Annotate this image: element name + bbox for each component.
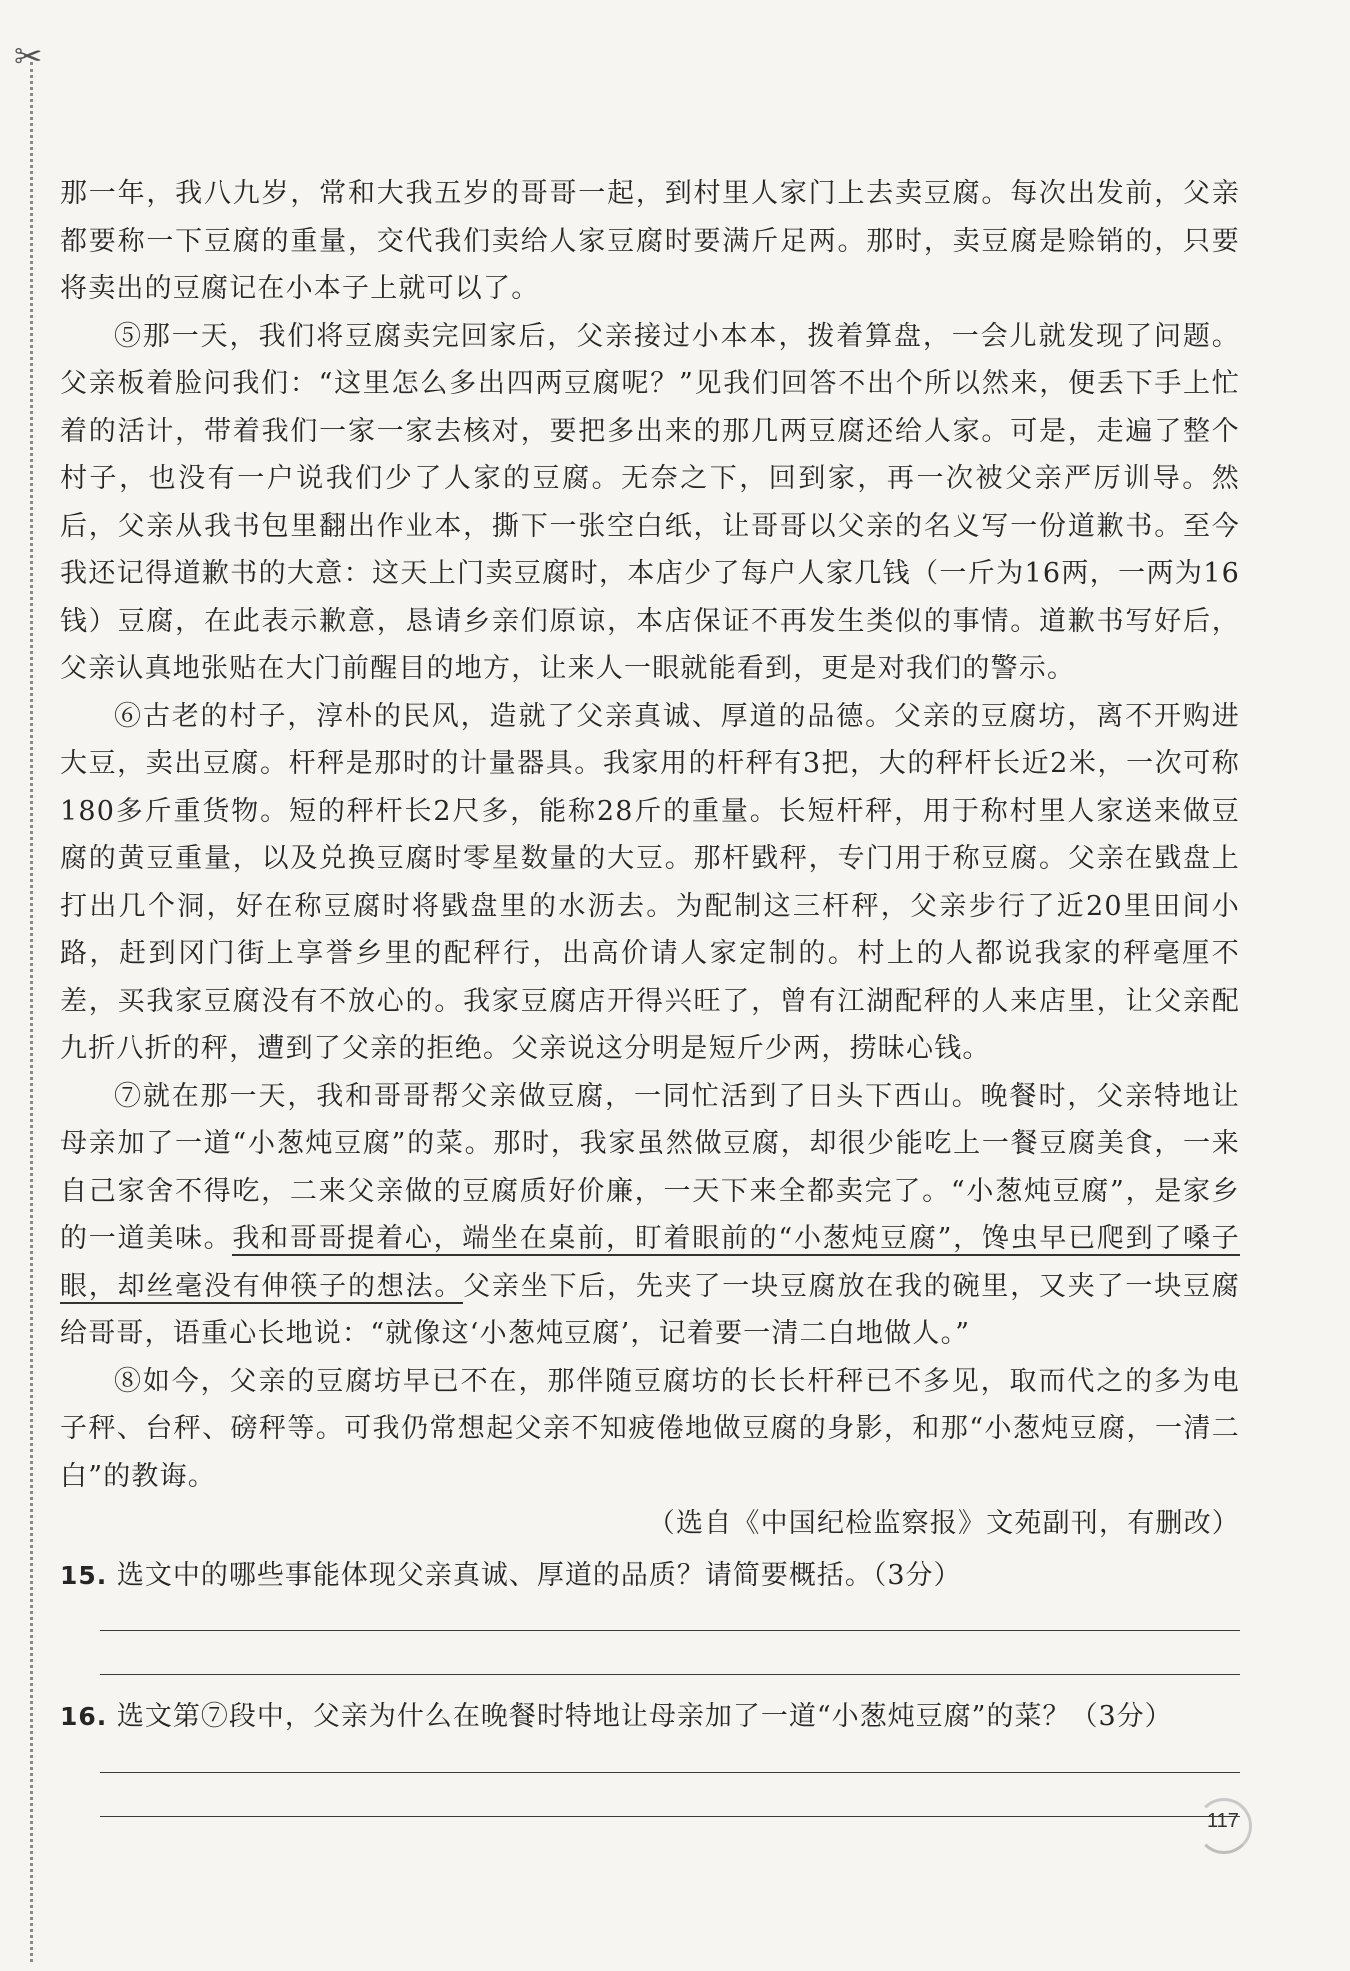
reading-passage (60, 170, 1240, 1817)
answer-line[interactable] (100, 1815, 1240, 1817)
paragraph-6: ⑥古老的村子，淳朴的民风，造就了父亲真诚、厚道的品德。父亲的豆腐坊，离不开购进大豆，卖出豆腐。杆秤是那时的计量器具。我家用的杆秤有3把，大的秤杆长近2米，一次可称180多斤重货物。短的秤杆长2尺多，能称28斤的重量。长短杆秤，用于称村里人家送来做豆腐的黄豆重量，以及兑换豆腐时零星数量的大豆。那杆戥秤，专门用于称豆腐。父亲在戥盘上打出几个洞，好在称豆腐时将戥盘里的水沥去。为配制这三杆秤，父亲步行了近20里田间小路，赶到冈门街上享誉乡里的配秤行，出高价请人家定制的。村上的人都说我家的秤毫厘不差，买我家豆腐没有不放心的。我家豆腐店开得兴旺了，曾有江湖配秤的人来店里，让父亲配九折八折的秤，遭到了父亲的拒绝。父亲说这分明是短斤少两，捞昧心钱。 (60, 700, 1240, 1064)
cut-line (30, 62, 33, 1962)
question-16 (60, 1693, 1240, 1741)
question-15 (60, 1552, 1240, 1600)
page-number: 117 (1207, 1810, 1239, 1832)
question-text: 选文中的哪些事能体现父亲真诚、厚道的品质？请简要概括。（3分） (107, 1559, 962, 1591)
answer-line[interactable] (100, 1673, 1240, 1675)
paragraph-8: ⑧如今，父亲的豆腐坊早已不在，那伴随豆腐坊的长长杆秤已不多见，取而代之的多为电子秤、台秤、磅秤等。可我仍常想起父亲不知疲倦地做豆腐的身影，和那“小葱炖豆腐，一清二白”的教诲。 (60, 1365, 1240, 1492)
paragraph-intro: 那一年，我八九岁，常和大我五岁的哥哥一起，到村里人家门上去卖豆腐。每次出发前，父亲都要称一下豆腐的重量，交代我们卖给人家豆腐时要满斤足两。那时，卖豆腐是赊销的，只要将卖出的豆腐记在小本子上就可以了。 (60, 178, 1240, 304)
underlined-sentence: 我和哥哥提着心，端坐在桌前，盯着眼前的“小葱炖豆腐”，馋虫早已爬到了嗓子眼，却丝毫没有伸筷子的想法。 (60, 1223, 1240, 1302)
page-number-badge (1196, 1798, 1250, 1852)
paragraph-7-before: ⑦就在那一天，我和哥哥帮父亲做豆腐，一同忙活到了日头下西山。晚餐时，父亲特地让母亲加了一道“小葱炖豆腐”的菜。那时，我家虽然做豆腐，却很少能吃上一餐豆腐美食，一来自己家舍不得吃，二来父亲做的豆腐质好价廉，一天下来全都卖完了。“小葱炖豆腐”，是家乡的一道美味。 (60, 1080, 1240, 1254)
source-citation: （选自《中国纪检监察报》文苑副刊，有删改） (647, 1508, 1240, 1539)
answer-line[interactable] (100, 1771, 1240, 1773)
paragraph-7 (60, 1073, 1240, 1358)
answer-line[interactable] (100, 1629, 1240, 1631)
scissors-icon: ✂ (14, 37, 43, 77)
question-text: 选文第⑦段中，父亲为什么在晚餐时特地让母亲加了一道“小葱炖豆腐”的菜？（3分） (107, 1701, 1173, 1732)
paragraph-7-after: 父亲坐下后，先夹了一块豆腐放在我的碗里，又夹了一块豆腐给哥哥，语重心长地说：“就像这‘小葱炖豆腐’，记着要一清二白地做人。” (60, 1270, 1240, 1349)
question-number: 16. (60, 1702, 108, 1731)
question-number: 15. (60, 1560, 108, 1590)
paragraph-5: ⑤那一天，我们将豆腐卖完回家后，父亲接过小本本，拨着算盘，一会儿就发现了问题。父亲板着脸问我们：“这里怎么多出四两豆腐呢？”见我们回答不出个所以然来，便丢下手上忙着的活计，带着我们一家一家去核对，要把多出来的那几两豆腐还给人家。可是，走遍了整个村子，也没有一户说我们少了人家的豆腐。无奈之下，回到家，再一次被父亲严厉训导。然后，父亲从我书包里翻出作业本，撕下一张空白纸，让哥哥以父亲的名义写一份道歉书。至今我还记得道歉书的大意：这天上门卖豆腐时，本店少了每户人家几钱（一斤为16两，一两为16钱）豆腐，在此表示歉意，恳请乡亲们原谅，本店保证不再发生类似的事情。道歉书写好后，父亲认真地张贴在大门前醒目的地方，让来人一眼就能看到，更是对我们的警示。 (60, 320, 1240, 684)
